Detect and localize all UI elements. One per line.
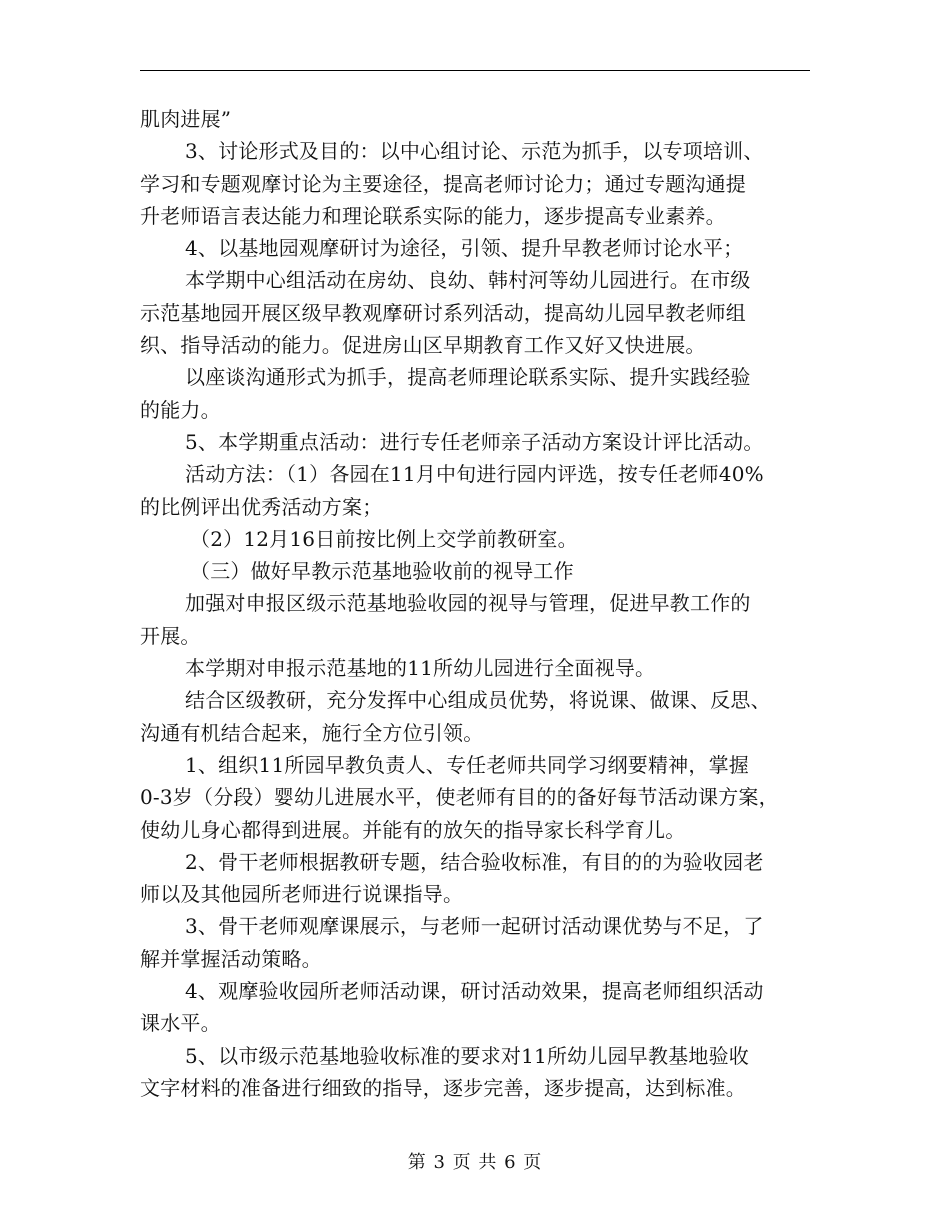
text-line: 3、骨干老师观摩课展示，与老师一起研讨活动课优势与不足，了 [185, 914, 764, 939]
text-line: 5、本学期重点活动：进行专任老师亲子活动方案设计评比活动。 [185, 429, 764, 454]
text-line: 学习和专题观摩讨论为主要途径，提高老师讨论力；通过专题沟通提 [140, 171, 746, 196]
text-line: 织、指导活动的能力。促进房山区早期教育工作又好又快进展。 [140, 333, 706, 358]
text-line: 沟通有机结合起来，施行全方位引领。 [140, 720, 484, 745]
text-line: 结合区级教研，充分发挥中心组成员优势，将说课、做课、反思、 [185, 688, 771, 713]
text-line: 加强对申报区级示范基地验收园的视导与管理，促进早教工作的 [185, 591, 751, 616]
text-line: 开展。 [140, 623, 201, 648]
text-line: 2、骨干老师根据教研专题，结合验收标准，有目的的为验收园老 [185, 849, 764, 874]
text-line: 肌肉进展” [140, 107, 232, 131]
text-line: 4、以基地园观摩研讨为途径，引领、提升早教老师讨论水平； [185, 236, 744, 261]
text-line: （三）做好早教示范基地验收前的视导工作 [190, 559, 574, 584]
text-line: 的比例评出优秀活动方案； [140, 494, 383, 519]
text-line: 文字材料的准备进行细致的指导，逐步完善，逐步提高，达到标准。 [140, 1075, 746, 1100]
text-line: 以座谈沟通形式为抓手，提高老师理论联系实际、提升实践经验 [185, 365, 751, 390]
text-line: 3、讨论形式及目的：以中心组讨论、示范为抓手，以专项培训、 [185, 139, 764, 164]
text-line: 示范基地园开展区级早教观摩研讨系列活动，提高幼儿园早教老师组 [140, 300, 746, 325]
text-line: 师以及其他园所老师进行说课指导。 [140, 882, 464, 907]
header-rule [140, 70, 810, 71]
page-number-footer: 第 3 页 共 6 页 [407, 1152, 543, 1173]
text-line: 0-3岁（分段）婴幼儿进展水平，使老师有目的的备好每节活动课方案， [140, 785, 779, 810]
text-line: 5、以市级示范基地验收标准的要求对11所幼儿园早教基地验收 [185, 1043, 749, 1068]
text-line: （2）12月16日前按比例上交学前教研室。 [190, 526, 578, 551]
text-line: 升老师语言表达能力和理论联系实际的能力，逐步提高专业素养。 [140, 203, 726, 228]
text-line: 1、组织11所园早教负责人、专任老师共同学习纲要精神，掌握 [185, 752, 749, 777]
text-line: 解并掌握活动策略。 [140, 946, 322, 971]
text-line: 本学期对申报示范基地的11所幼儿园进行全面视导。 [185, 656, 656, 681]
text-line: 活动方法：（1）各园在11月中旬进行园内评选，按专任老师40% [185, 462, 764, 487]
text-line: 使幼儿身心都得到进展。并能有的放矢的指导家长科学育儿。 [140, 817, 686, 842]
body-text [140, 103, 820, 1104]
text-line: 4、观摩验收园所老师活动课，研讨活动效果，提高老师组织活动 [185, 979, 764, 1004]
text-line: 本学期中心组活动在房幼、良幼、韩村河等幼儿园进行。在市级 [185, 268, 751, 293]
text-line: 的能力。 [140, 397, 221, 422]
text-line: 课水平。 [140, 1011, 221, 1036]
